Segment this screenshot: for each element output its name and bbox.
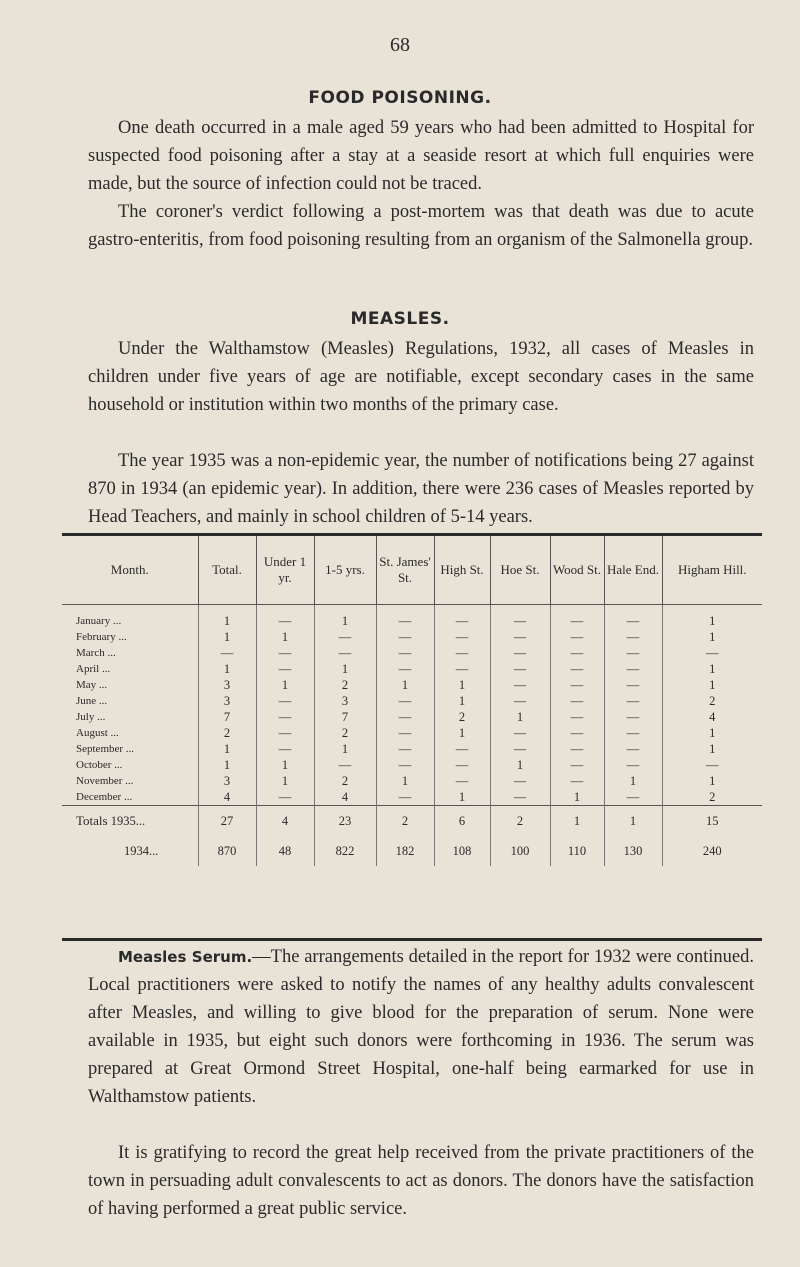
value-cell: — [604,709,662,725]
totals-value-cell: 1 [550,806,604,837]
value-cell: — [550,661,604,677]
serum-paragraph-2: It is gratifying to record the great help received from the private practitioners of the town in persuading adult convalescents to act as donors. The donors have the satisfaction of having performed a great public service. [88,1143,754,1219]
totals-value-cell: 870 [198,836,256,866]
totals-year: 1935... [110,814,146,828]
value-cell: 1 [198,661,256,677]
value-cell: 2 [662,789,762,806]
value-cell: — [490,661,550,677]
col-hoe-st: Hoe St. [490,536,550,605]
value-cell: — [550,645,604,661]
page-number: 68 [390,34,410,56]
value-cell: — [604,661,662,677]
month-cell: March ... [76,647,116,659]
totals-year: 1934... [124,844,159,858]
value-cell: 2 [198,725,256,741]
value-cell: — [550,773,604,789]
month-cell: January ... [76,615,122,627]
value-cell: 1 [256,677,314,693]
value-cell: — [490,789,550,806]
value-cell: 3 [314,693,376,709]
value-cell: 1 [198,757,256,773]
table-row [62,677,762,693]
totals-year-cell [62,806,198,837]
month-cell: April ... [76,663,111,675]
totals-value-cell: 822 [314,836,376,866]
value-cell: — [490,773,550,789]
table-row [62,725,762,741]
value-cell: 1 [662,741,762,757]
value-cell: — [376,741,434,757]
value-cell: — [490,677,550,693]
serum-lead: Measles Serum. [118,948,253,966]
table-row [62,773,762,789]
table-row [62,757,762,773]
value-cell: 1 [434,789,490,806]
value-cell: 1 [198,629,256,645]
value-cell: — [550,677,604,693]
value-cell: — [662,645,762,661]
totals-value-cell: 48 [256,836,314,866]
table-bottom-rule [62,938,762,941]
value-cell: — [256,709,314,725]
serum-text: —The arrangements detailed in the report for 1932 were continued. Local practitioners were asked to notify the names of any healthy adults convalescent after Measles, and willing to give blood for the preparation of serum. None were available in 1935, but eight such donors were forthcoming in 1936. The serum was prepared at Great Ormond Street Hospital, one-half being earmarked for use in Walthamstow patients. [88,947,755,1107]
col-wood-st: Wood St. [550,536,604,605]
value-cell: — [256,741,314,757]
table-row [62,605,762,630]
totals-value-cell: 1 [604,806,662,837]
value-cell: — [256,725,314,741]
measles-paragraph-2: The year 1935 was a non-epidemic year, the number of notifications being 27 against 870 in 1934 (an epidemic year). In addition, there were 236 cases of Measles reported by Head Teachers, and mainly in school children of 5-14 years. [88,451,754,527]
col-1-5: 1-5 yrs. [314,536,376,605]
value-cell: — [314,645,376,661]
value-cell: 1 [662,725,762,741]
value-cell: 4 [198,789,256,806]
value-cell: 4 [314,789,376,806]
totals-value-cell: 182 [376,836,434,866]
value-cell: — [256,661,314,677]
value-cell: 1 [490,757,550,773]
value-cell: — [550,757,604,773]
value-cell: 2 [314,725,376,741]
value-cell: — [550,629,604,645]
value-cell: — [550,605,604,630]
value-cell: 1 [376,773,434,789]
value-cell: — [604,605,662,630]
value-cell: — [376,709,434,725]
month-cell: May ... [76,679,108,691]
value-cell: — [376,605,434,630]
totals-label: Totals [76,813,108,828]
col-higham-hill: Higham Hill. [662,536,762,605]
value-cell: — [256,605,314,630]
value-cell: 7 [198,709,256,725]
totals-year-cell [62,836,198,866]
totals-value-cell: 110 [550,836,604,866]
col-under-1: Under 1 yr. [256,536,314,605]
value-cell: — [604,693,662,709]
totals-row [62,836,762,866]
value-cell: 1 [314,605,376,630]
value-cell: 7 [314,709,376,725]
value-cell: — [376,757,434,773]
value-cell: — [490,629,550,645]
value-cell: 4 [662,709,762,725]
value-cell: — [490,725,550,741]
value-cell: 1 [662,661,762,677]
month-cell: September ... [76,743,135,755]
value-cell: — [434,741,490,757]
value-cell: — [376,629,434,645]
value-cell: — [376,645,434,661]
value-cell: 1 [256,629,314,645]
totals-value-cell: 6 [434,806,490,837]
value-cell: — [256,693,314,709]
value-cell: — [434,629,490,645]
totals-value-cell: 23 [314,806,376,837]
value-cell: — [604,677,662,693]
value-cell: — [604,629,662,645]
value-cell: — [434,645,490,661]
value-cell: — [550,709,604,725]
value-cell: — [604,789,662,806]
totals-value-cell: 15 [662,806,762,837]
col-month: Month. [62,536,198,605]
totals-value-cell: 2 [376,806,434,837]
value-cell: — [604,757,662,773]
value-cell: — [490,605,550,630]
value-cell: 1 [256,757,314,773]
totals-value-cell: 27 [198,806,256,837]
value-cell: 3 [198,693,256,709]
value-cell: — [256,789,314,806]
value-cell: 3 [198,677,256,693]
value-cell: 2 [314,773,376,789]
totals-value-cell: 2 [490,806,550,837]
value-cell: 1 [434,677,490,693]
table-row [62,709,762,725]
month-cell: October ... [76,759,123,771]
totals-value-cell: 100 [490,836,550,866]
totals-value-cell: 130 [604,836,662,866]
food-poisoning-heading: FOOD POISONING. [308,88,492,108]
totals-value-cell: 240 [662,836,762,866]
month-cell: February ... [76,631,127,643]
table-row [62,789,762,806]
food-paragraph-1: One death occurred in a male aged 59 years who had been admitted to Hospital for suspected food poisoning after a stay at a seaside resort at which full enquiries were made, but the source of infection could not be traced. [88,118,754,194]
value-cell: — [490,645,550,661]
month-cell: June ... [76,695,108,707]
table-row [62,645,762,661]
value-cell: 3 [198,773,256,789]
totals-row [62,806,762,837]
col-st-james: St. James' St. [376,536,434,605]
value-cell: — [376,661,434,677]
value-cell: — [198,645,256,661]
value-cell: 1 [314,661,376,677]
value-cell: 2 [434,709,490,725]
value-cell: — [604,645,662,661]
measles-heading: MEASLES. [350,309,450,329]
serum-paragraph-1 [88,943,754,1111]
table-row [62,693,762,709]
value-cell: — [376,789,434,806]
value-cell: — [550,741,604,757]
value-cell: — [256,645,314,661]
month-cell: December ... [76,791,133,803]
value-cell: 1 [490,709,550,725]
value-cell: — [376,693,434,709]
value-cell: — [376,725,434,741]
measles-paragraph-1: Under the Walthamstow (Measles) Regulations, 1932, all cases of Measles in children under five years of age are notifiable, except secondary cases in the same household or institution within two months of the primary case. [88,339,754,415]
value-cell: — [604,741,662,757]
table-row [62,661,762,677]
value-cell: 1 [434,693,490,709]
col-hale-end: Hale End. [604,536,662,605]
value-cell: — [604,725,662,741]
value-cell: — [490,693,550,709]
value-cell: — [434,661,490,677]
value-cell: — [434,605,490,630]
value-cell: — [434,773,490,789]
month-cell: August ... [76,727,119,739]
value-cell: — [434,757,490,773]
food-paragraph-2: The coroner's verdict following a post-mortem was that death was due to acute gastro-enteritis, from food poisoning resulting from an organism of the Salmonella group. [88,202,754,250]
value-cell: 1 [662,677,762,693]
month-cell: November ... [76,775,134,787]
value-cell: 1 [662,773,762,789]
table-row [62,741,762,757]
value-cell: 2 [662,693,762,709]
value-cell: — [550,693,604,709]
totals-value-cell: 108 [434,836,490,866]
month-cell: July ... [76,711,106,723]
value-cell: — [490,741,550,757]
col-high-st: High St. [434,536,490,605]
value-cell: — [550,725,604,741]
value-cell: 1 [314,741,376,757]
value-cell: 1 [198,741,256,757]
table-row [62,629,762,645]
value-cell: — [314,629,376,645]
value-cell: — [662,757,762,773]
value-cell: 1 [662,605,762,630]
value-cell: 1 [604,773,662,789]
value-cell: 2 [314,677,376,693]
value-cell: 1 [198,605,256,630]
value-cell: 1 [376,677,434,693]
totals-value-cell: 4 [256,806,314,837]
value-cell: 1 [550,789,604,806]
value-cell: 1 [434,725,490,741]
measles-table [62,536,762,866]
value-cell: 1 [662,629,762,645]
table-header-row [62,536,762,605]
value-cell: — [314,757,376,773]
value-cell: 1 [256,773,314,789]
col-total: Total. [198,536,256,605]
